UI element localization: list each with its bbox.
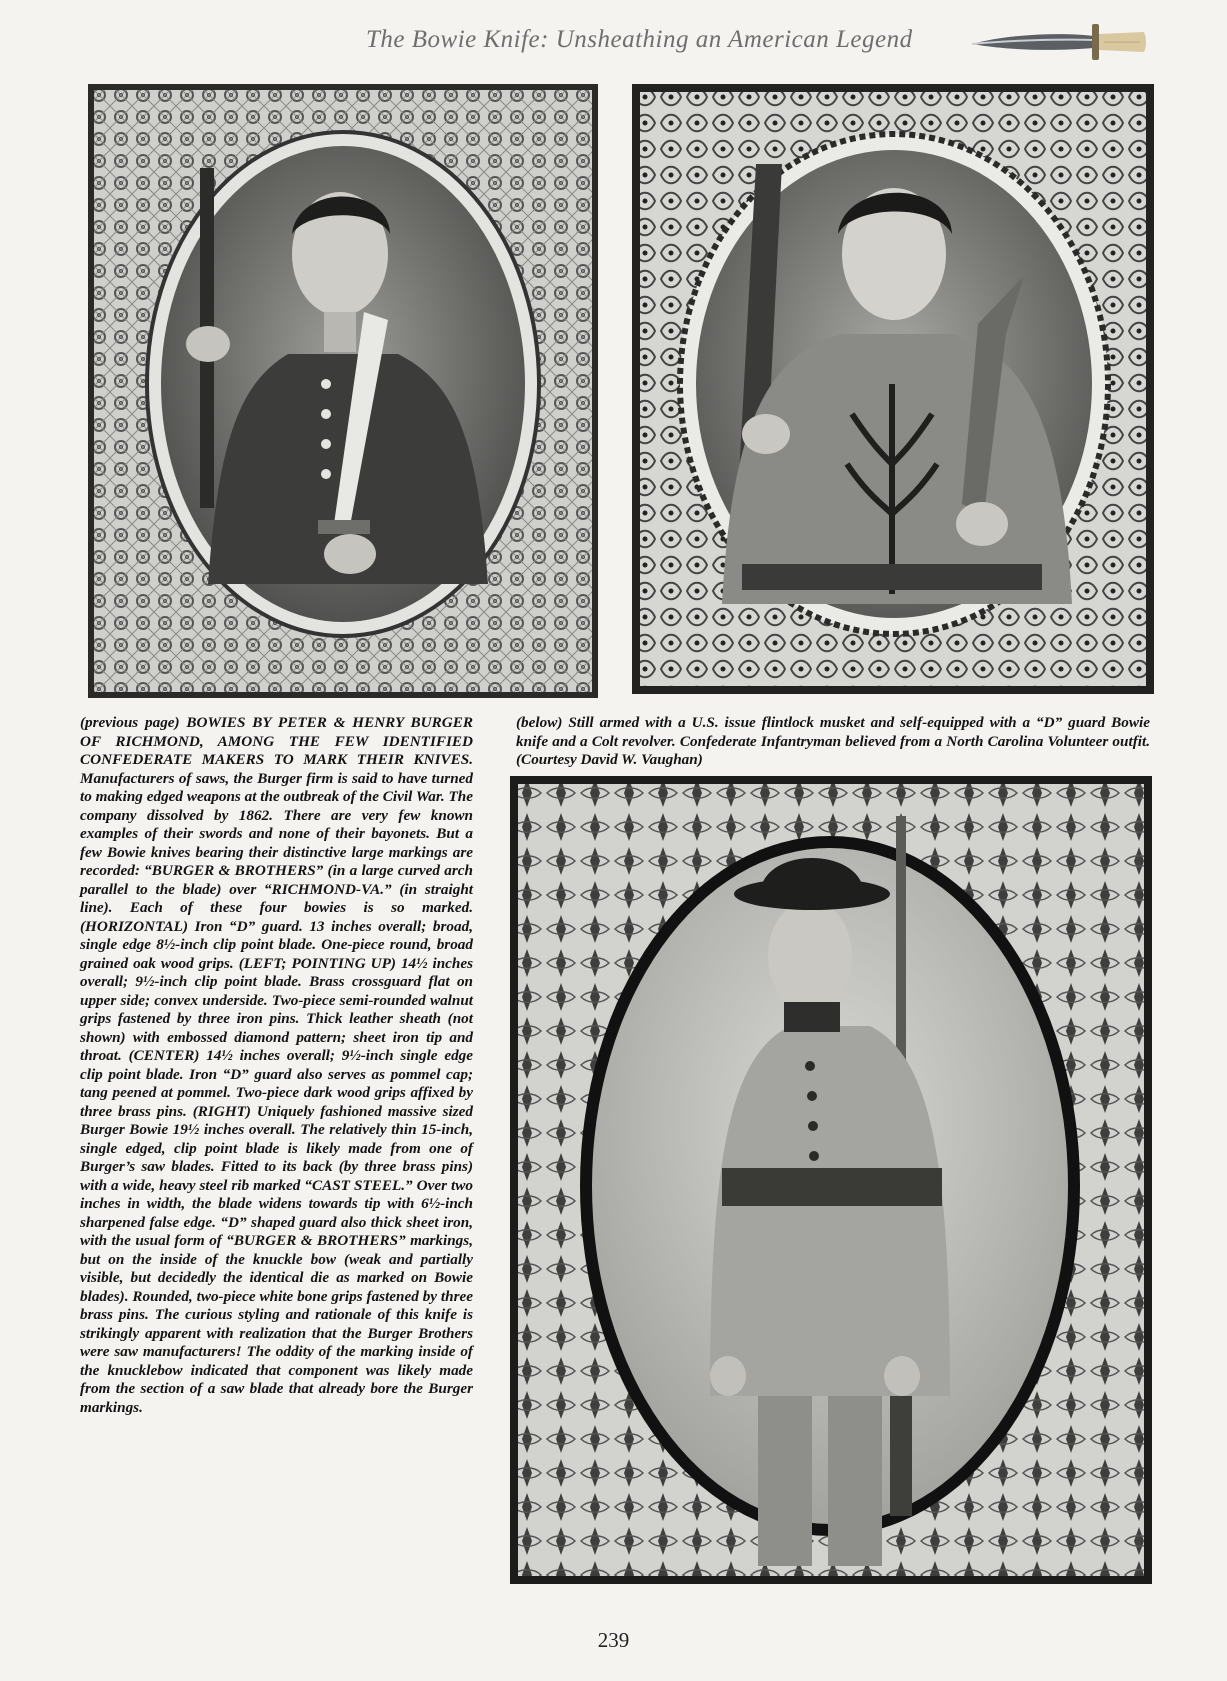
running-header xyxy=(0,18,1227,68)
running-header-title: The Bowie Knife: Unsheathing an American Legend xyxy=(366,26,913,53)
bowie-knife-icon xyxy=(968,18,1148,66)
caption-left: (previous page) BOWIES BY PETER & HENRY BURGER OF RICHMOND, AMONG THE FEW IDENTIFIED CONFEDERATE MAKERS TO MARK THEIR KNIVES. Manufacturers of saws, the Burger firm is said to have turned to making edged weapons at the outbreak of the Civil War. The company dissolved by 1862. There are very few known examples of their swords and none of their bayonets. But a few Bowie knives bearing their distinctive large markings are recorded: “BURGER & BROTHERS” (in a large curved arch parallel to the blade) over “RICHMOND-VA.” (in straight line). Each of these four bowies is so marked. (HORIZONTAL) Iron “D” guard. 13 inches overall; broad, single edge 8½-inch clip point blade. One-piece round, broad grained oak wood grips. (LEFT; POINTING UP) 14½ inches overall; 9½-inch clip point blade. Brass crossguard flat on upper side; convex underside. Two-piece semi-rounded walnut grips fastened by three iron pins. Thick leather sheath (not shown) with embossed diamond pattern; sheet iron tip and throat. (CENTER) 14½ inches overall; 9½-inch single edge clip point blade. Iron “D” guard also serves as pommel cap; tang peened at pommel. Two-piece dark wood grips affixed by three brass pins. (RIGHT) Uniquely fashioned massive sized Burger Bowie 19½ inches overall. The relatively thin 15-inch, single edged, clip point blade is likely made from one of Burger’s saw blades. Fitted to its back (by three brass pins) with a wide, heavy steel rib marked “CAST STEEL.” Over two inches in width, the blade widens towards tip with 6½-inch sharpened false edge. “D” shaped guard also thick sheet iron, with the usual form of “BURGER & BROTHERS” markings, but on the inside of the knuckle bow (weak and partially visible, but decidedly the identical die as marked on Bowie blades). Rounded, two-piece white bone grips fastened by three brass pins. The curious styling and rationale of this knife is strikingly apparent with realization that the Burger Brothers were saw manufacturers! The oddity of the marking inside of the knucklebow indicated that component was likely made from the section of a saw blade that already bore the Burger markings. xyxy=(80,714,473,1416)
photo-left xyxy=(88,84,598,698)
caption-right: (below) Still armed with a U.S. issue flintlock musket and self-equipped with a “D” guard Bowie knife and a Colt revolver. Confederate Infantryman believed from a North Carolina Volunteer outfit. (Courtesy David W. Vaughan) xyxy=(516,714,1150,768)
photo-bottom xyxy=(510,776,1152,1584)
photo-right xyxy=(632,84,1154,694)
page-number: 239 xyxy=(597,1628,630,1652)
